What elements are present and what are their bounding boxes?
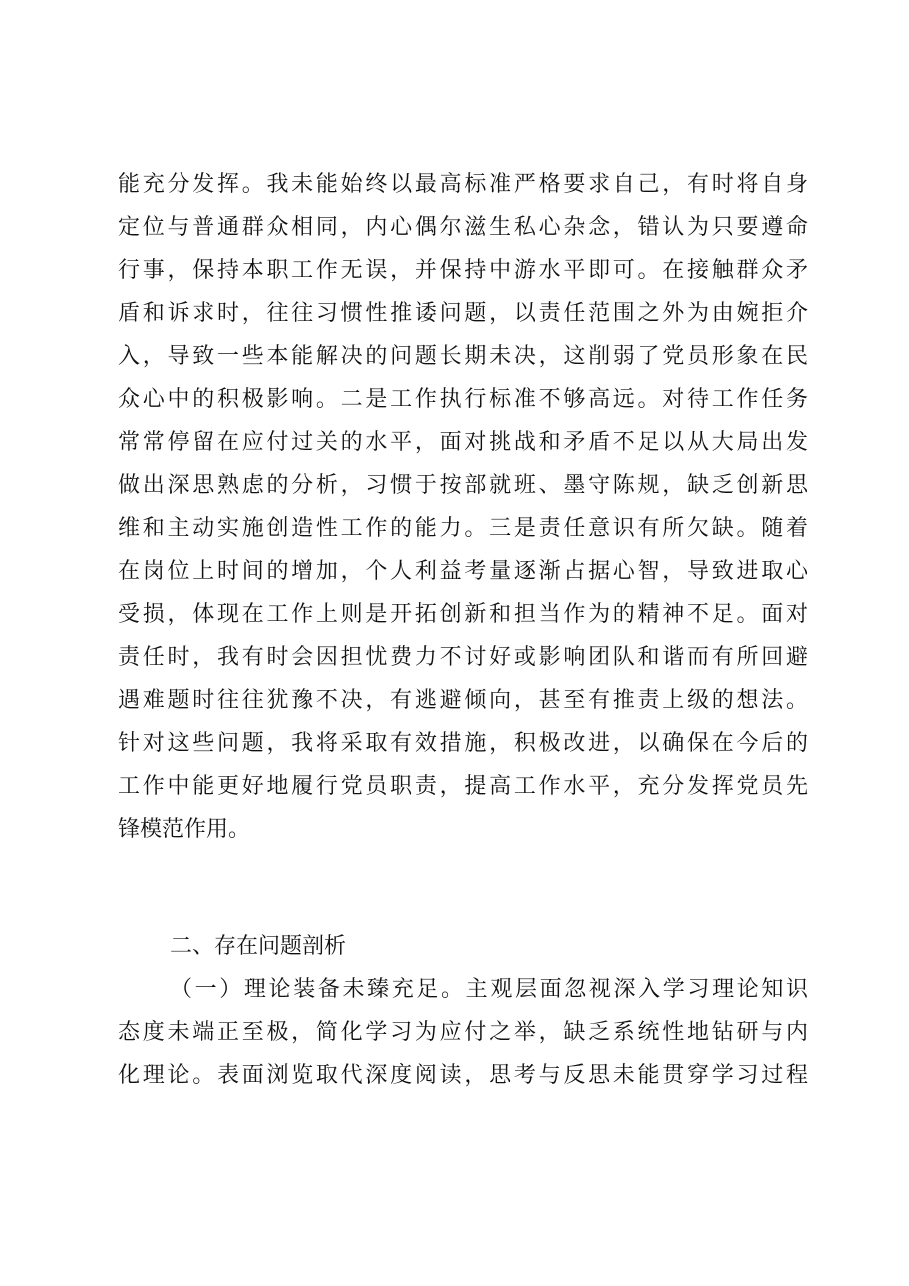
- section-heading: 二、存在问题剖析: [170, 934, 347, 959]
- paragraph-line: 化理论。表面浏览取代深度阅读，思考与反思未能贯穿学习过程: [118, 1063, 808, 1088]
- paragraph-line: 受损，体现在工作上则是开拓创新和担当作为的精神不足。面对: [118, 602, 808, 627]
- paragraph-line: （一）理论装备未臻充足。主观层面忽视深入学习理论知识: [170, 977, 808, 1002]
- paragraph-line: 盾和诉求时，往往习惯性推诿问题，以责任范围之外为由婉拒介: [118, 301, 808, 326]
- paragraph-line: 众心中的积极影响。二是工作执行标准不够高远。对待工作任务: [118, 387, 808, 412]
- paragraph-line: 入，导致一些本能解决的问题长期未决，这削弱了党员形象在民: [118, 344, 808, 369]
- paragraph-line: 常常停留在应付过关的水平，面对挑战和矛盾不足以从大局出发: [118, 430, 808, 455]
- paragraph-line: 定位与普通群众相同，内心偶尔滋生私心杂念，错认为只要遵命: [118, 215, 808, 240]
- paragraph-line: 维和主动实施创造性工作的能力。三是责任意识有所欠缺。随着: [118, 516, 808, 541]
- paragraph-line: 能充分发挥。我未能始终以最高标准严格要求自己，有时将自身: [118, 172, 808, 197]
- paragraph-line: 遇难题时往往犹豫不决，有逃避倾向，甚至有推责上级的想法。: [118, 688, 808, 713]
- paragraph-line: 做出深思熟虑的分析，习惯于按部就班、墨守陈规，缺乏创新思: [118, 473, 808, 498]
- paragraph-line: 责任时，我有时会因担忧费力不讨好或影响团队和谐而有所回避: [118, 645, 808, 670]
- paragraph-line: 态度未端正至极，简化学习为应付之举，缺乏系统性地钻研与内: [118, 1020, 808, 1045]
- paragraph-line: 在岗位上时间的增加，个人利益考量逐渐占据心智，导致进取心: [118, 559, 808, 584]
- paragraph-line: 行事，保持本职工作无误，并保持中游水平即可。在接触群众矛: [118, 258, 808, 283]
- paragraph-analysis: [118, 968, 808, 1097]
- paragraph-line: 针对这些问题，我将采取有效措施，积极改进，以确保在今后的: [118, 731, 808, 756]
- paragraph-self-criticism: [118, 163, 808, 851]
- paragraph-line: 工作中能更好地履行党员职责，提高工作水平，充分发挥党员先: [118, 774, 808, 799]
- paragraph-line: 锋模范作用。: [118, 817, 251, 842]
